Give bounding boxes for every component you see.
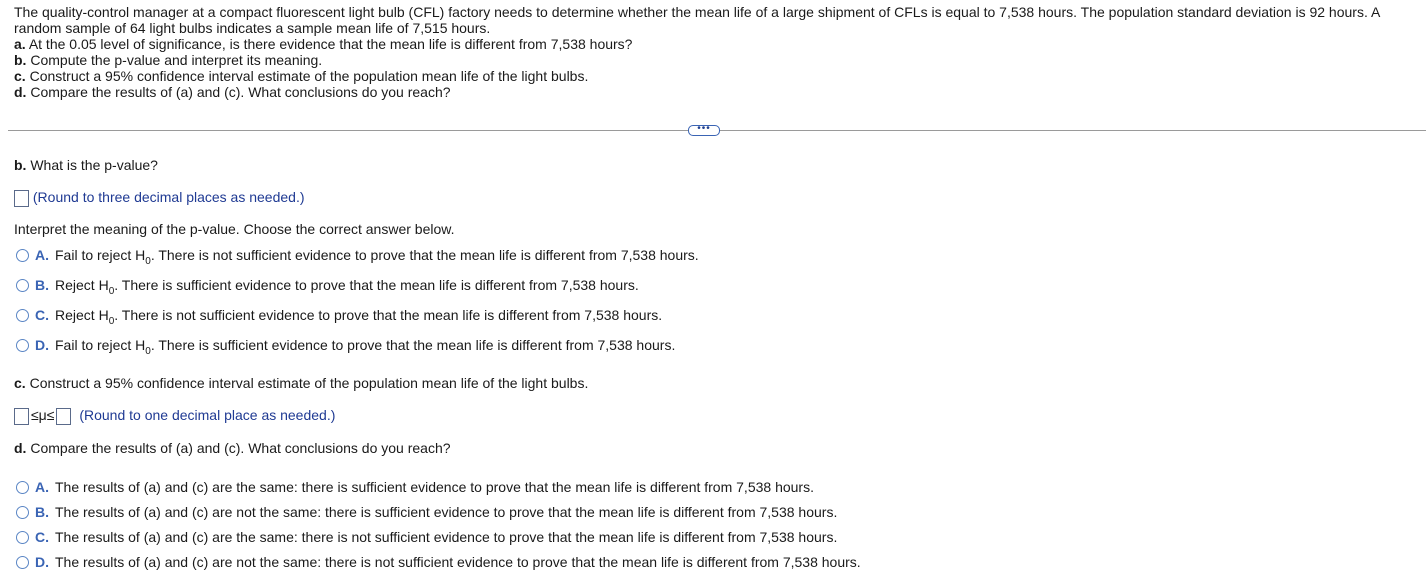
ci-lower-input[interactable]	[14, 408, 29, 425]
problem-item-a: a. At the 0.05 level of significance, is there evidence that the mean life is different from 7,538 hours?	[14, 36, 633, 52]
problem-item-b: b. Compute the p-value and interpret its meaning.	[14, 52, 323, 68]
ci-inequality-symbol: ≤μ≤	[31, 407, 55, 423]
radio-icon[interactable]	[16, 506, 29, 519]
part-d-option-d[interactable]: D. The results of (a) and (c) are not the same: there is not sufficient evidence to prove that the mean life is different from 7,538 hours.	[16, 553, 861, 571]
part-c-question: c. Construct a 95% confidence interval estimate of the population mean life of the light bulbs.	[14, 375, 589, 391]
part-b-option-b[interactable]: B. Reject $H_0$. There is sufficient evidence to prove that the mean life is different from 7,538 hours.	[16, 276, 639, 301]
interpret-prompt: Interpret the meaning of the p-value. Choose the correct answer below.	[14, 221, 455, 237]
part-d-option-a[interactable]: A. The results of (a) and (c) are the same: there is sufficient evidence to prove that the mean life is different from 7,538 hours.	[16, 478, 814, 496]
problem-text: The quality-control manager at a compact fluorescent light bulb (CFL) factory needs to determine whether the mean life of a large shipment of CFLs is equal to 7,538 hours. The population standard deviation is 92 hours. A random sample of 64 light bulbs indicates a sample mean life of 7,515 hours.	[14, 4, 1380, 36]
radio-icon[interactable]	[16, 481, 29, 494]
radio-icon[interactable]	[16, 339, 29, 352]
part-d-question: d. Compare the results of (a) and (c). What conclusions do you reach?	[14, 440, 451, 456]
part-b-option-a[interactable]: A. Fail to reject $H_0$. There is not sufficient evidence to prove that the mean life is different from 7,538 hours.	[16, 246, 699, 271]
problem-item-c: c. Construct a 95% confidence interval estimate of the population mean life of the light bulbs.	[14, 68, 589, 84]
p-value-rounding-hint: (Round to three decimal places as needed.)	[32, 189, 305, 205]
ci-upper-input[interactable]	[56, 408, 71, 425]
radio-icon[interactable]	[16, 531, 29, 544]
ci-rounding-hint: (Round to one decimal place as needed.)	[79, 407, 336, 423]
part-b-question: b. What is the p-value?	[14, 157, 158, 173]
confidence-interval-row	[14, 406, 335, 425]
p-value-input[interactable]	[14, 190, 29, 207]
radio-icon[interactable]	[16, 309, 29, 322]
problem-item-d: d. Compare the results of (a) and (c). What conclusions do you reach?	[14, 84, 451, 100]
part-b-option-d[interactable]: D. Fail to reject $H_0$. There is sufficient evidence to prove that the mean life is different from 7,538 hours.	[16, 336, 675, 361]
expand-more-button[interactable]: •••	[688, 125, 720, 136]
radio-icon[interactable]	[16, 249, 29, 262]
radio-icon[interactable]	[16, 556, 29, 569]
problem-statement	[14, 4, 1414, 100]
part-d-option-b[interactable]: B. The results of (a) and (c) are not the same: there is sufficient evidence to prove that the mean life is different from 7,538 hours.	[16, 503, 837, 521]
part-b-option-c[interactable]: C. Reject $H_0$. There is not sufficient evidence to prove that the mean life is different from 7,538 hours.	[16, 306, 662, 331]
part-d-option-c[interactable]: C. The results of (a) and (c) are the same: there is not sufficient evidence to prove that the mean life is different from 7,538 hours.	[16, 528, 837, 546]
p-value-answer-row	[14, 188, 305, 207]
radio-icon[interactable]	[16, 279, 29, 292]
